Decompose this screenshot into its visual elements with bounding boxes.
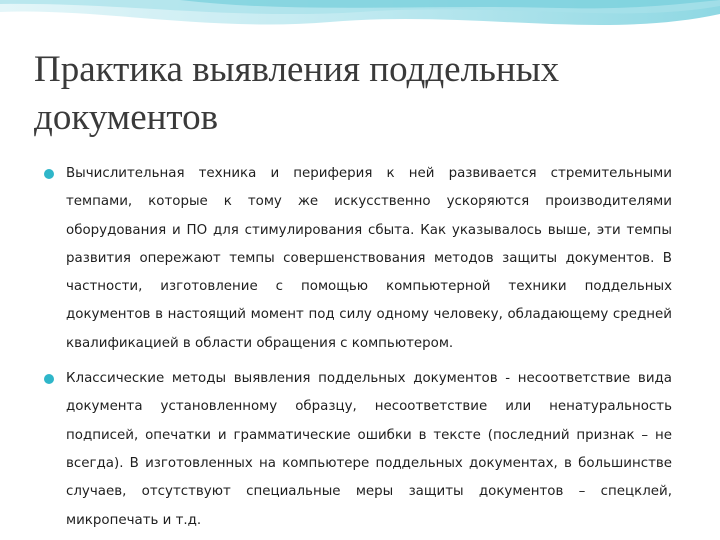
bullet-dot-icon — [44, 169, 54, 179]
bullet-item — [44, 365, 672, 535]
bullet-dot-icon — [44, 374, 54, 384]
bullet-text: Вычислительная техника и периферия к ней развивается стремительными темпами, которые к тому же искусственно ускоряются производителями оборудования и ПО для стимулирования сбыта. Как указывалось выше, эти темпы развития опережают темпы совершенствования методов защиты документов. В частности, изготовление с помощью компьютерной техники поддельных документов в настоящий момент под силу одному человеку, обладающему средней квалификацией в области обращения с компьютером. — [66, 166, 672, 351]
bullet-text: Классические методы выявления поддельных документов - несоответствие вида документа установленному образцу, несоответствие или ненатуральность подписей, опечатки и грамматические ошибки в тексте (последний признак – не всегда). В изготовленных на компьютере поддельных документах, в большинстве случаев, отсутствуют специальные меры защиты документов – спецклей, микропечать и т.д. — [66, 371, 672, 528]
slide-title: Практика выявления поддельных документов — [34, 49, 560, 138]
bullet-item — [44, 160, 672, 358]
bullet-list — [44, 160, 672, 535]
